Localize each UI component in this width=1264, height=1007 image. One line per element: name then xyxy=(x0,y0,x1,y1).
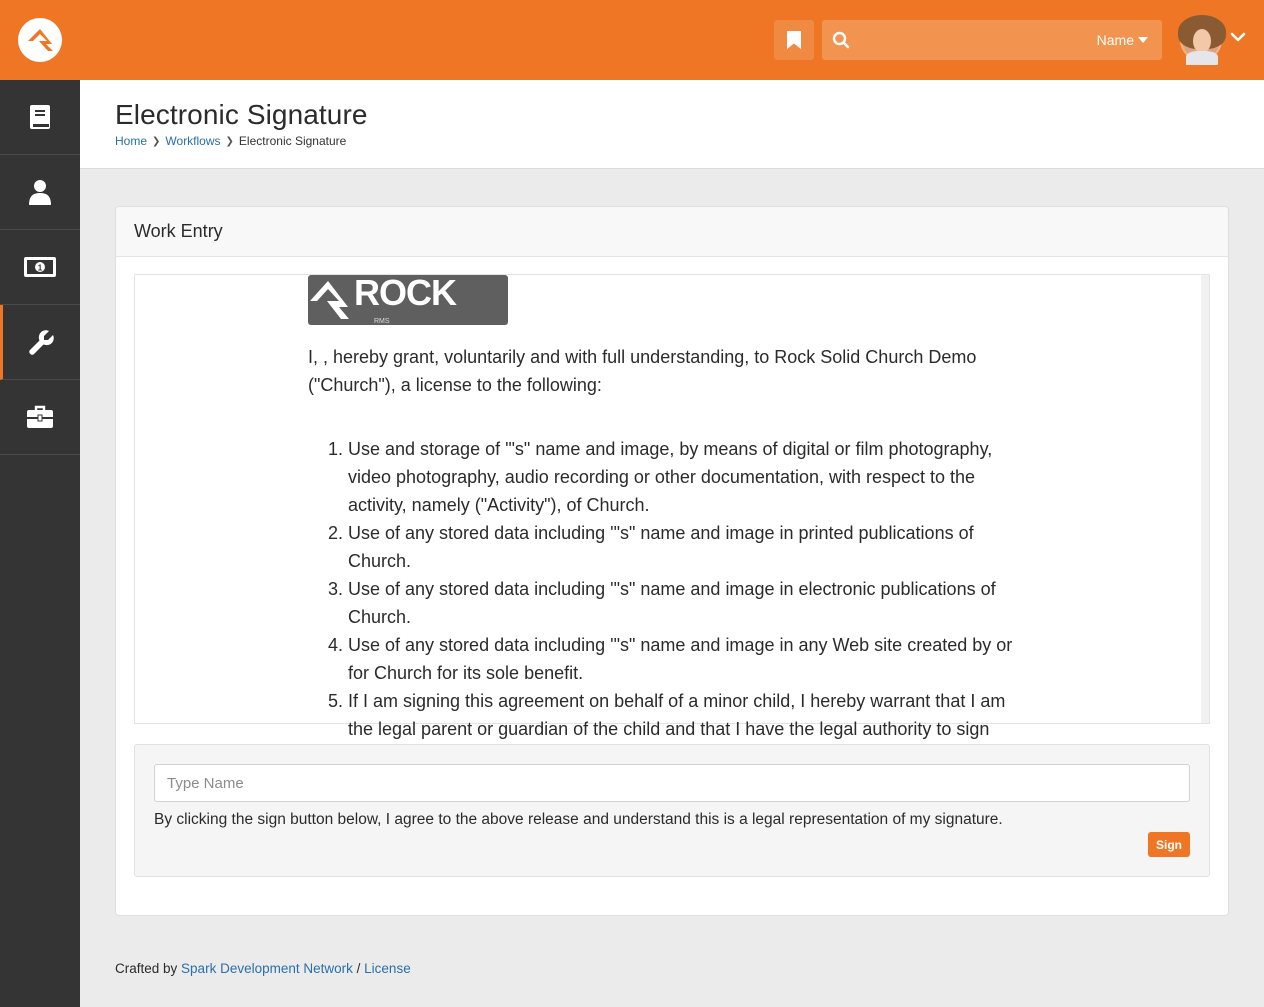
sidebar-item-books[interactable] xyxy=(0,80,80,155)
sidebar xyxy=(0,80,80,1007)
search-type-label: Name xyxy=(1096,32,1134,48)
page-header xyxy=(80,80,1264,169)
avatar[interactable] xyxy=(1180,19,1222,61)
breadcrumb-current: Electronic Signature xyxy=(238,134,347,148)
briefcase-icon xyxy=(26,405,54,429)
document-intro: I, , hereby grant, voluntarily and with full understanding, to Rock Solid Church Demo ("Church"), a license to the following: xyxy=(308,347,977,395)
search-icon xyxy=(832,31,850,49)
book-icon xyxy=(28,104,52,130)
search-type-dropdown[interactable] xyxy=(1097,32,1148,48)
svg-text:1: 1 xyxy=(37,263,43,273)
signature-well xyxy=(134,744,1210,877)
chevron-right-icon: ❯ xyxy=(152,135,161,147)
sidebar-item-finance[interactable] xyxy=(0,230,80,305)
document-content xyxy=(308,272,1023,743)
search-input[interactable] xyxy=(860,28,1080,52)
panel-title: Work Entry xyxy=(116,207,1228,257)
license-link[interactable]: License xyxy=(364,961,411,976)
chevron-down-icon[interactable] xyxy=(1230,32,1246,42)
spark-link[interactable]: Spark Development Network xyxy=(181,961,353,976)
rock-logo-icon xyxy=(308,279,356,323)
footer-prefix: Crafted by xyxy=(115,961,178,976)
document-scrollbar[interactable] xyxy=(1201,275,1209,723)
rock-logo-icon[interactable] xyxy=(18,18,62,62)
caret-down-icon xyxy=(1138,37,1148,43)
footer xyxy=(115,961,411,976)
breadcrumb-home[interactable]: Home xyxy=(115,134,148,148)
chevron-right-icon: ❯ xyxy=(225,135,234,147)
search-box xyxy=(822,20,1162,60)
list-item: 1. Use and storage of '"s" name and image, by means of digital or film photography, video photography, audio recording or other documentation, with respect to the activity, namely ("Activity"), of Church. xyxy=(348,435,1023,519)
page-title: Electronic Signature xyxy=(115,99,368,130)
sidebar-item-admin-tools[interactable] xyxy=(0,305,80,380)
footer-separator: / xyxy=(356,961,361,976)
list-item: 3. Use of any stored data including '"s" name and image in electronic publications of Church. xyxy=(348,575,1023,631)
wrench-icon xyxy=(28,328,56,356)
breadcrumb xyxy=(115,134,346,148)
money-icon xyxy=(23,256,57,278)
work-entry-panel xyxy=(115,206,1229,916)
sidebar-item-tools[interactable] xyxy=(0,380,80,455)
bookmark-button[interactable] xyxy=(774,20,814,60)
type-name-input[interactable] xyxy=(154,764,1190,802)
user-icon xyxy=(28,179,52,205)
signature-agreement-text: By clicking the sign button below, I agree to the above release and understand this is a legal representation of my signature. xyxy=(154,811,1003,828)
list-item: 4. Use of any stored data including '"s" name and image in any Web site created by or for Church for its sole benefit. xyxy=(348,631,1023,687)
document-list xyxy=(308,435,1023,743)
top-header xyxy=(0,0,1264,80)
logo-text: ROCK xyxy=(354,272,456,313)
document-frame[interactable] xyxy=(134,272,1210,739)
rock-rms-logo xyxy=(308,272,508,325)
list-item: 5. If I am signing this agreement on behalf of a minor child, I hereby warrant that I am the legal parent or guardian of the child and that I have the legal authority to sign xyxy=(348,687,1023,743)
bookmark-icon xyxy=(786,30,802,50)
logo-subtext: RMS xyxy=(374,318,390,325)
sidebar-item-people[interactable] xyxy=(0,155,80,230)
sign-button[interactable]: Sign xyxy=(1148,832,1190,857)
list-item: 2. Use of any stored data including '"s" name and image in printed publications of Church. xyxy=(348,519,1023,575)
breadcrumb-workflows[interactable]: Workflows xyxy=(165,134,221,148)
